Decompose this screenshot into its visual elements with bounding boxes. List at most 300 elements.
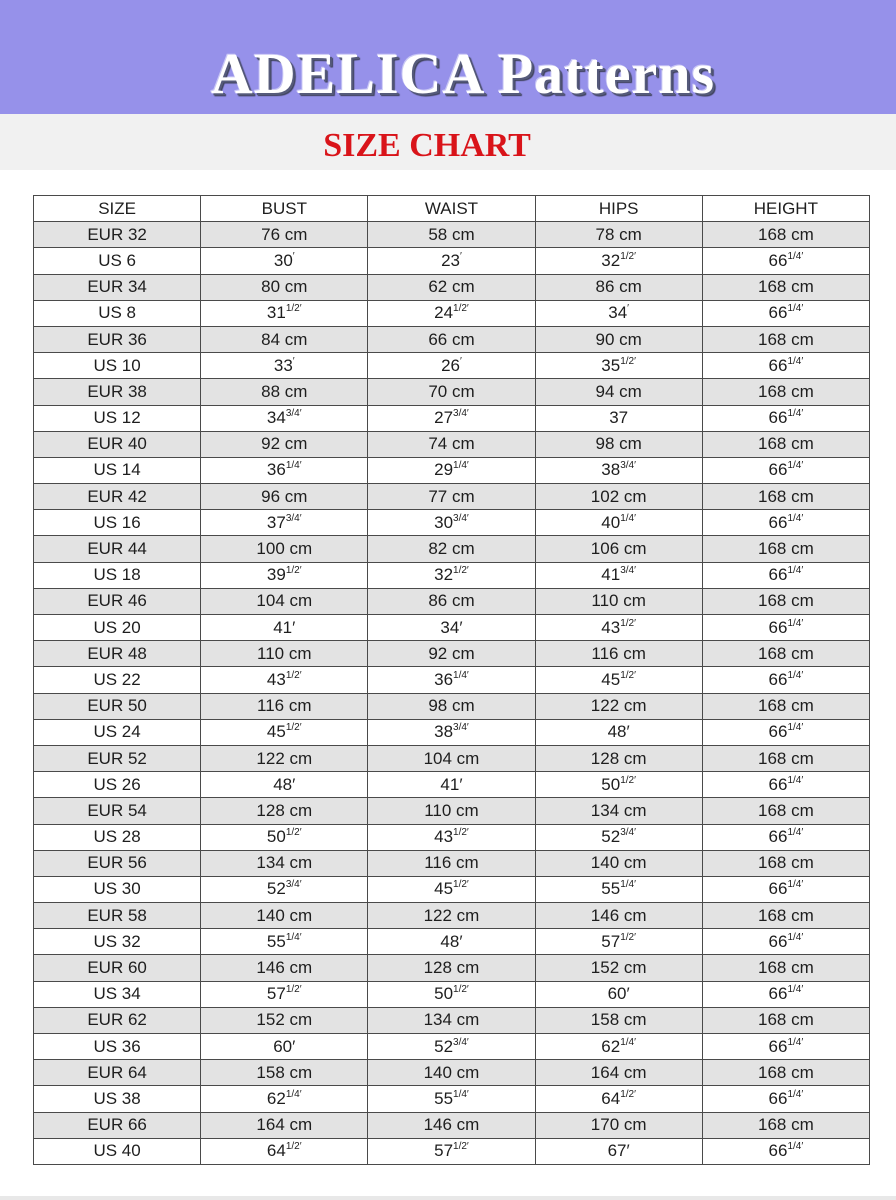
cell-value: 48′ (607, 722, 630, 742)
cell-value: 66 (768, 827, 788, 847)
cell-bust (201, 300, 368, 326)
cell-fraction: 1/4′ (787, 355, 804, 367)
cell-value: 146 cm (423, 1115, 480, 1135)
cell-value: US 24 (93, 722, 141, 742)
cell-size (34, 1060, 201, 1086)
cell-value: 116 cm (257, 696, 312, 716)
cell-value: 52 (601, 827, 621, 847)
cell-fraction: 1/2′ (453, 984, 469, 996)
cell-size (34, 693, 201, 719)
cell-value: EUR 32 (87, 224, 147, 244)
cell-value: 66 (768, 931, 788, 951)
cell-value: 102 cm (590, 486, 647, 506)
cell-value: 66 (768, 879, 788, 899)
cell-fraction: 3/4′ (453, 1036, 469, 1048)
cell-height (702, 955, 869, 981)
table-row (34, 484, 870, 510)
cell-value: 86 cm (595, 277, 642, 297)
cell-value: 122 cm (256, 748, 313, 768)
cell-waist (368, 903, 535, 929)
cell-value: EUR 44 (87, 539, 147, 559)
cell-height (702, 588, 869, 614)
cell-fraction: 1/4′ (787, 1036, 804, 1048)
cell-value: 134 cm (256, 853, 313, 873)
cell-value: 168 cm (758, 486, 814, 506)
cell-size (34, 588, 201, 614)
cell-value: 168 cm (758, 643, 814, 663)
cell-value: 158 cm (590, 1010, 647, 1030)
cell-value: 26 (441, 355, 460, 375)
cell-fraction: 1/4′ (787, 565, 804, 577)
cell-waist (368, 379, 535, 405)
cell-fraction: 1/4′ (453, 460, 469, 472)
table-row (34, 431, 870, 457)
cell-value: 48′ (440, 931, 463, 951)
cell-fraction: 1/4′ (787, 774, 804, 786)
cell-value: 66 (768, 460, 788, 480)
cell-waist (368, 510, 535, 536)
cell-value: US 10 (93, 355, 141, 375)
cell-fraction: 1/2′ (453, 565, 469, 577)
cell-waist (368, 615, 535, 641)
cell-hips (535, 641, 702, 667)
cell-value: 50 (434, 984, 454, 1004)
cell-value: 88 cm (261, 381, 308, 401)
cell-waist (368, 824, 535, 850)
cell-size (34, 457, 201, 483)
cell-waist (368, 248, 535, 274)
cell-value: 66 (768, 303, 788, 323)
cell-hips (535, 824, 702, 850)
cell-value: 106 cm (590, 539, 647, 559)
cell-hips (535, 667, 702, 693)
cell-height (702, 667, 869, 693)
cell-height (702, 745, 869, 771)
cell-waist (368, 772, 535, 798)
cell-hips (535, 353, 702, 379)
cell-value: 134 cm (590, 800, 647, 820)
cell-value: 39 (266, 565, 286, 585)
cell-value: 29 (434, 460, 454, 480)
cell-height (702, 824, 869, 850)
cell-value: 96 cm (261, 486, 308, 506)
cell-fraction: 1/4′ (285, 931, 302, 943)
cell-fraction: 1/2′ (285, 722, 302, 734)
table-row (34, 1112, 870, 1138)
table-row (34, 615, 870, 641)
cell-fraction: 1/2′ (620, 774, 636, 786)
cell-hips (535, 536, 702, 562)
cell-bust (201, 641, 368, 667)
cell-hips (535, 510, 702, 536)
cell-size (34, 248, 201, 274)
cell-height (702, 798, 869, 824)
cell-height (702, 274, 869, 300)
cell-size (34, 876, 201, 902)
cell-value: 90 cm (595, 329, 642, 349)
cell-hips (535, 1138, 702, 1164)
cell-size (34, 1007, 201, 1033)
cell-fraction: 3/4′ (285, 879, 302, 891)
cell-hips (535, 929, 702, 955)
cell-height (702, 248, 869, 274)
table-row (34, 667, 870, 693)
cell-value: 57 (434, 1141, 454, 1161)
cell-fraction: 3/4′ (620, 827, 636, 839)
cell-height (702, 326, 869, 352)
cell-waist (368, 929, 535, 955)
cell-bust (201, 484, 368, 510)
cell-waist (368, 1086, 535, 1112)
cell-waist (368, 431, 535, 457)
cell-value: US 32 (93, 931, 141, 951)
cell-value: 48′ (273, 774, 296, 794)
cell-fraction: 1/4′ (787, 460, 804, 472)
cell-value: 35 (601, 355, 621, 375)
cell-waist (368, 798, 535, 824)
column-header-waist: WAIST (368, 196, 535, 222)
cell-waist (368, 588, 535, 614)
cell-height (702, 615, 869, 641)
cell-value: 52 (266, 879, 286, 899)
cell-value: 168 cm (758, 1115, 814, 1135)
cell-value: 52 (434, 1036, 454, 1056)
cell-fraction: 1/4′ (787, 1141, 804, 1153)
cell-value: 168 cm (758, 539, 814, 559)
cell-fraction: 1/4′ (787, 669, 804, 681)
column-header-height: HEIGHT (702, 196, 869, 222)
cell-value: US 6 (98, 250, 136, 270)
cell-size (34, 955, 201, 981)
cell-fraction: 1/4′ (787, 1088, 804, 1100)
table-row (34, 222, 870, 248)
cell-value: 110 cm (424, 800, 479, 820)
cell-hips (535, 562, 702, 588)
cell-value: 66 (768, 565, 788, 585)
table-row (34, 745, 870, 771)
cell-height (702, 431, 869, 457)
cell-bust (201, 1034, 368, 1060)
page-title: SIZE CHART (323, 127, 531, 164)
table-row (34, 955, 870, 981)
cell-waist (368, 641, 535, 667)
cell-hips (535, 222, 702, 248)
cell-value: 66 (768, 617, 788, 637)
cell-value: 122 cm (423, 905, 480, 925)
cell-value: EUR 42 (87, 486, 147, 506)
cell-value: 104 cm (256, 591, 313, 611)
cell-value: US 18 (93, 565, 141, 585)
table-body (34, 222, 870, 1165)
cell-waist (368, 1034, 535, 1060)
cell-height (702, 1112, 869, 1138)
cell-value: 64 (601, 1088, 621, 1108)
cell-value: 64 (266, 1141, 286, 1161)
cell-fraction: 1/2′ (620, 355, 636, 367)
cell-value: 41 (601, 565, 621, 585)
cell-value: 30 (434, 512, 454, 532)
cell-value: 66 (768, 355, 788, 375)
cell-value: 92 cm (428, 643, 475, 663)
cell-bust (201, 850, 368, 876)
cell-value: 98 cm (428, 696, 475, 716)
cell-value: 128 cm (590, 748, 647, 768)
cell-value: EUR 60 (87, 958, 147, 978)
cell-hips (535, 772, 702, 798)
cell-value: 50 (601, 774, 621, 794)
cell-bust (201, 431, 368, 457)
cell-value: 40 (601, 512, 621, 532)
cell-value: 134 cm (423, 1010, 480, 1030)
cell-value: 31 (266, 303, 286, 323)
cell-value: US 40 (93, 1141, 141, 1161)
cell-height (702, 693, 869, 719)
cell-height (702, 1060, 869, 1086)
cell-value: 37 (609, 408, 629, 428)
cell-value: 168 cm (758, 905, 814, 925)
cell-value: 78 cm (595, 224, 642, 244)
cell-value: 43 (434, 827, 454, 847)
cell-value: 140 cm (423, 1062, 480, 1082)
cell-size (34, 510, 201, 536)
cell-height (702, 510, 869, 536)
table-row (34, 876, 870, 902)
table-row (34, 903, 870, 929)
cell-value: US 38 (93, 1088, 141, 1108)
cell-height (702, 457, 869, 483)
cell-value: 76 cm (261, 224, 308, 244)
table-row (34, 588, 870, 614)
cell-height (702, 641, 869, 667)
cell-waist (368, 326, 535, 352)
cell-bust (201, 772, 368, 798)
cell-height (702, 1086, 869, 1112)
cell-fraction: ′ (459, 355, 462, 367)
cell-value: 164 cm (590, 1062, 647, 1082)
cell-value: 33 (273, 355, 293, 375)
cell-waist (368, 353, 535, 379)
cell-height (702, 222, 869, 248)
table-row (34, 1007, 870, 1033)
cell-value: 77 cm (428, 486, 475, 506)
cell-value: 66 (768, 250, 788, 270)
cell-value: 146 cm (256, 958, 313, 978)
cell-fraction: 1/2′ (285, 565, 302, 577)
cell-waist (368, 667, 535, 693)
cell-waist (368, 719, 535, 745)
cell-bust (201, 457, 368, 483)
cell-value: 62 (601, 1036, 621, 1056)
cell-hips (535, 431, 702, 457)
cell-size (34, 850, 201, 876)
cell-hips (535, 484, 702, 510)
table-header-row (34, 196, 870, 222)
cell-hips (535, 248, 702, 274)
cell-waist (368, 1138, 535, 1164)
cell-height (702, 929, 869, 955)
cell-fraction: 1/2′ (453, 1141, 469, 1153)
cell-fraction: 3/4′ (453, 408, 469, 420)
table-row (34, 772, 870, 798)
cell-value: EUR 66 (87, 1115, 147, 1135)
cell-height (702, 1138, 869, 1164)
cell-value: 66 (768, 1141, 788, 1161)
cell-value: 74 cm (428, 434, 475, 454)
cell-fraction: 3/4′ (285, 512, 302, 524)
cell-size (34, 379, 201, 405)
brand-title: ADELICA Patterns (210, 41, 716, 106)
table-row (34, 824, 870, 850)
cell-bust (201, 615, 368, 641)
table-row (34, 693, 870, 719)
cell-fraction: 1/2′ (285, 984, 302, 996)
size-chart-table (33, 195, 870, 1165)
cell-fraction: 1/2′ (620, 617, 636, 629)
cell-fraction: 1/4′ (787, 617, 804, 629)
cell-waist (368, 457, 535, 483)
cell-value: EUR 50 (87, 696, 147, 716)
cell-fraction: 1/4′ (787, 722, 804, 734)
cell-value: 50 (266, 827, 286, 847)
table-row (34, 326, 870, 352)
cell-value: 80 cm (261, 277, 308, 297)
cell-fraction: 1/4′ (620, 512, 636, 524)
cell-value: 55 (601, 879, 621, 899)
cell-value: US 26 (93, 774, 141, 794)
cell-value: US 36 (93, 1036, 141, 1056)
cell-size (34, 903, 201, 929)
column-header-hips: HIPS (535, 196, 702, 222)
cell-value: 36 (434, 669, 454, 689)
cell-fraction: 1/2′ (285, 827, 302, 839)
table-row (34, 536, 870, 562)
cell-fraction: 3/4′ (453, 512, 469, 524)
cell-value: EUR 56 (87, 853, 147, 873)
cell-hips (535, 615, 702, 641)
cell-bust (201, 955, 368, 981)
cell-value: 122 cm (590, 696, 647, 716)
cell-value: 45 (601, 669, 621, 689)
cell-height (702, 405, 869, 431)
cell-fraction: 1/2′ (285, 1141, 302, 1153)
cell-fraction: 1/2′ (285, 669, 302, 681)
cell-bust (201, 798, 368, 824)
cell-value: 34 (608, 303, 628, 323)
cell-fraction: ′ (627, 303, 630, 315)
cell-value: 55 (434, 1088, 454, 1108)
cell-value: 30 (273, 250, 293, 270)
cell-fraction: 1/4′ (620, 879, 636, 891)
cell-waist (368, 1007, 535, 1033)
cell-bust (201, 1112, 368, 1138)
table-row (34, 562, 870, 588)
cell-hips (535, 876, 702, 902)
cell-waist (368, 981, 535, 1007)
cell-height (702, 300, 869, 326)
cell-fraction: 1/4′ (787, 408, 804, 420)
cell-bust (201, 1007, 368, 1033)
cell-value: 55 (266, 931, 286, 951)
cell-waist (368, 562, 535, 588)
cell-bust (201, 536, 368, 562)
table-row (34, 929, 870, 955)
cell-value: 60′ (607, 984, 630, 1004)
cell-value: 168 cm (758, 277, 814, 297)
cell-value: 158 cm (256, 1062, 313, 1082)
cell-hips (535, 1060, 702, 1086)
cell-fraction: 1/2′ (620, 250, 636, 262)
cell-bust (201, 903, 368, 929)
cell-value: US 30 (93, 879, 141, 899)
cell-size (34, 641, 201, 667)
cell-fraction: 1/2′ (453, 827, 469, 839)
cell-bust (201, 1138, 368, 1164)
table-row (34, 641, 870, 667)
cell-value: 116 cm (591, 643, 646, 663)
cell-waist (368, 274, 535, 300)
cell-value: 168 cm (758, 696, 814, 716)
cell-size (34, 745, 201, 771)
cell-height (702, 772, 869, 798)
cell-waist (368, 484, 535, 510)
cell-hips (535, 588, 702, 614)
cell-value: 168 cm (758, 853, 814, 873)
cell-value: 168 cm (758, 958, 814, 978)
cell-height (702, 1007, 869, 1033)
table-row (34, 1138, 870, 1164)
cell-value: EUR 40 (87, 434, 147, 454)
cell-size (34, 222, 201, 248)
cell-bust (201, 981, 368, 1007)
cell-fraction: ′ (459, 250, 462, 262)
cell-fraction: 3/4′ (620, 460, 636, 472)
cell-value: 32 (601, 250, 621, 270)
cell-value: US 14 (93, 460, 141, 480)
cell-value: US 8 (98, 303, 136, 323)
cell-fraction: 3/4′ (453, 722, 469, 734)
cell-value: 37 (266, 512, 286, 532)
cell-fraction: 1/2′ (453, 879, 469, 891)
cell-fraction: 1/4′ (285, 460, 302, 472)
cell-waist (368, 536, 535, 562)
cell-value: 58 cm (428, 224, 475, 244)
cell-value: 67′ (607, 1141, 630, 1161)
cell-fraction: 1/4′ (453, 669, 469, 681)
cell-value: 170 cm (590, 1115, 647, 1135)
cell-value: 57 (601, 931, 621, 951)
cell-value: 168 cm (758, 1062, 814, 1082)
cell-bust (201, 745, 368, 771)
cell-bust (201, 222, 368, 248)
cell-value: 24 (434, 303, 454, 323)
cell-value: 38 (434, 722, 454, 742)
cell-fraction: 1/2′ (453, 303, 469, 315)
cell-fraction: ′ (292, 355, 295, 367)
cell-size (34, 353, 201, 379)
cell-value: 66 cm (428, 329, 475, 349)
cell-hips (535, 719, 702, 745)
cell-value: 43 (266, 669, 286, 689)
cell-fraction: 1/4′ (787, 250, 804, 262)
cell-value: 110 cm (591, 591, 646, 611)
cell-value: 36 (266, 460, 286, 480)
cell-value: EUR 64 (87, 1062, 147, 1082)
cell-waist (368, 1060, 535, 1086)
table-row (34, 719, 870, 745)
cell-size (34, 615, 201, 641)
cell-fraction: 1/4′ (787, 303, 804, 315)
cell-fraction: 1/4′ (787, 512, 804, 524)
